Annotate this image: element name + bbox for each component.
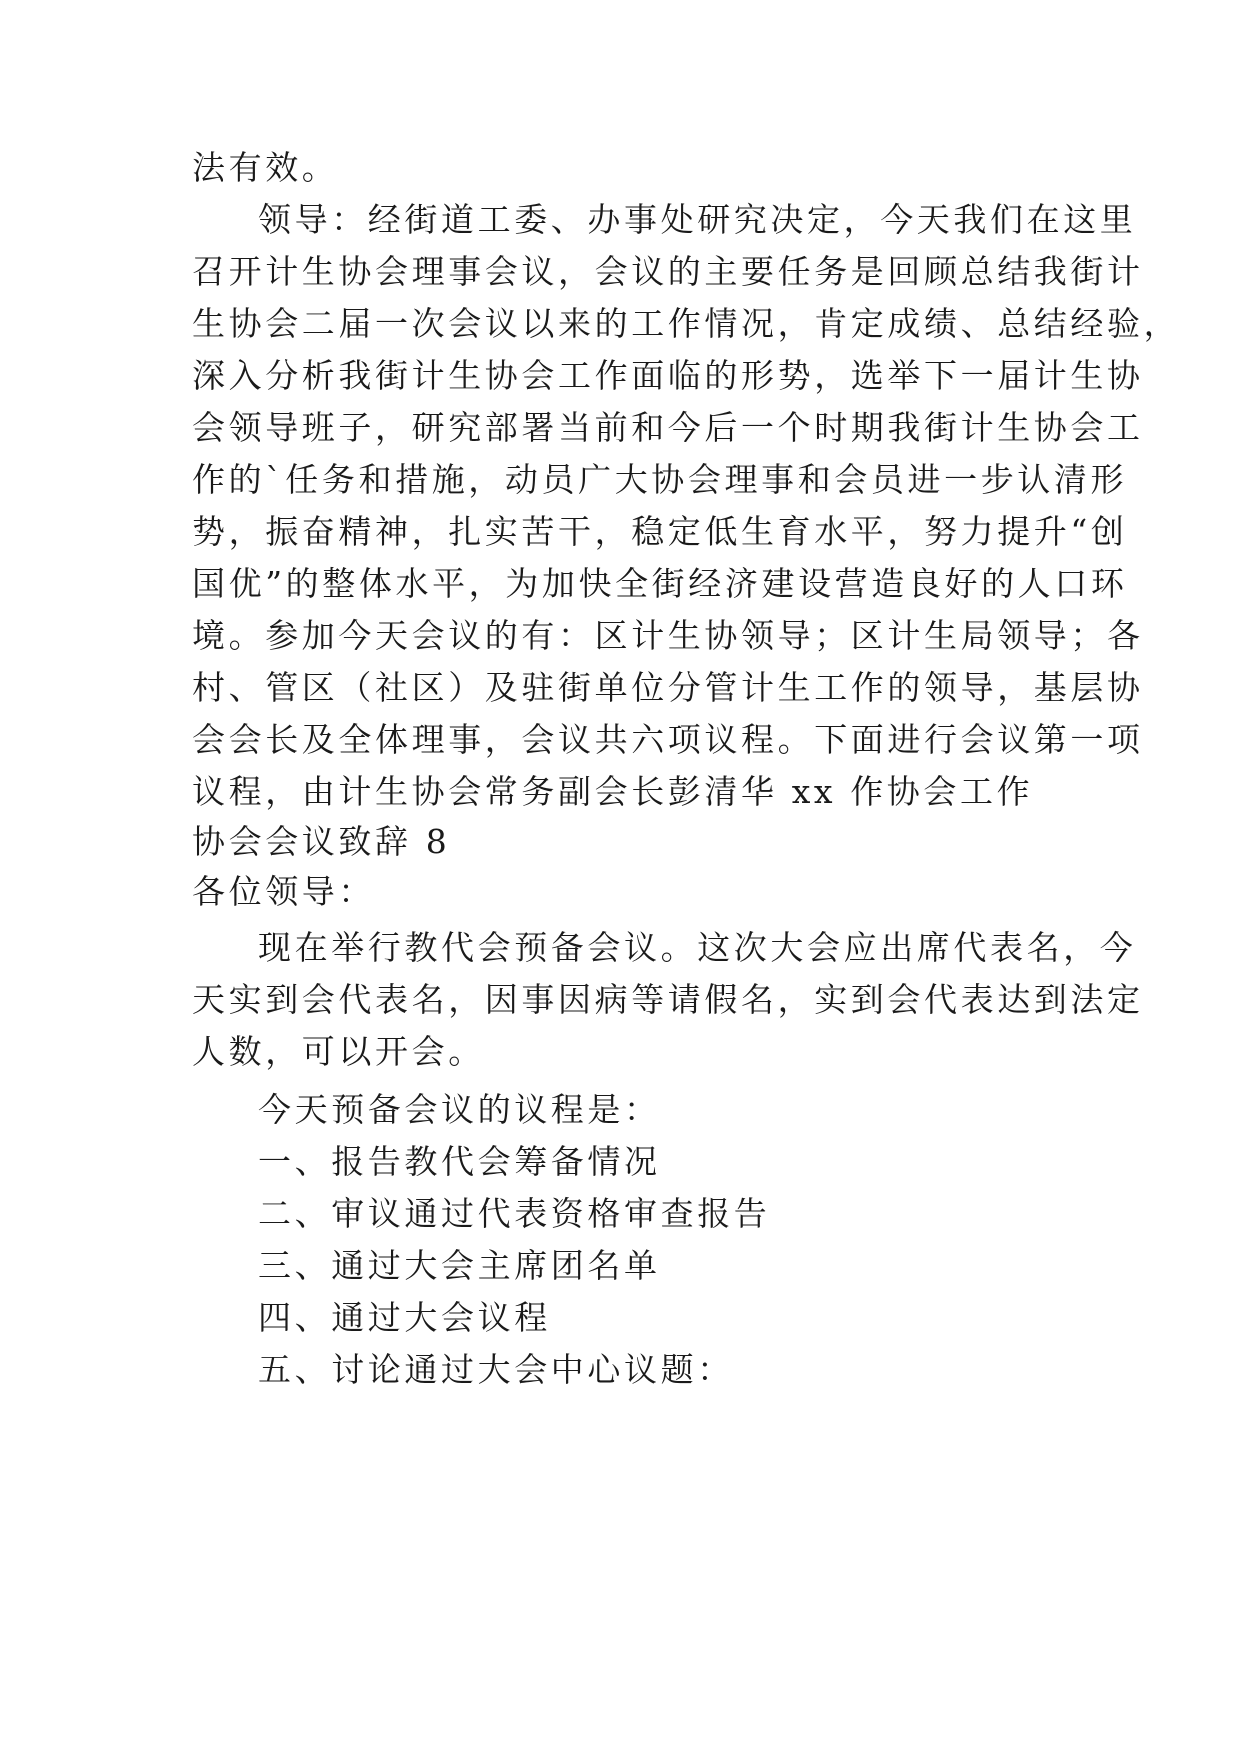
text-line: 境。参加今天会议的有：区计生协领导；区计生局领导；各 <box>192 616 1144 655</box>
text-line: 深入分析我街计生协会工作面临的形势，选举下一届计生协 <box>192 356 1144 395</box>
agenda-item: 一、报告教代会筹备情况 <box>258 1142 661 1181</box>
paragraph-start-line: 现在举行教代会预备会议。这次大会应出席代表名，今 <box>258 928 1137 967</box>
text-line: 会领导班子，研究部署当前和今后一个时期我街计生协会工 <box>192 408 1144 447</box>
paragraph-start-line: 领导：经街道工委、办事处研究决定，今天我们在这里 <box>258 200 1137 239</box>
text-line: 会会长及全体理事，会议共六项议程。下面进行会议第一项 <box>192 720 1144 759</box>
agenda-item: 五、讨论通过大会中心议题： <box>258 1350 734 1389</box>
text-line: 生协会二届一次会议以来的工作情况，肯定成绩、总结经验， <box>192 304 1181 343</box>
agenda-item: 四、通过大会议程 <box>258 1298 551 1337</box>
salutation: 各位领导： <box>192 872 375 911</box>
agenda-intro: 今天预备会议的议程是： <box>258 1090 661 1129</box>
text-line: 作的`任务和措施，动员广大协会理事和会员进一步认清形 <box>192 460 1128 499</box>
text-line: 村、管区（社区）及驻街单位分管计生工作的领导，基层协 <box>192 668 1144 707</box>
text-line: 议程，由计生协会常务副会长彭清华 xx 作协会工作 <box>192 772 1034 811</box>
text-line: 国优”的整体水平，为加快全街经济建设营造良好的人口环 <box>192 564 1128 603</box>
text-line: 势，振奋精神，扎实苦干，稳定低生育水平，努力提升“创 <box>192 512 1128 551</box>
text-line: 法有效。 <box>192 148 339 187</box>
agenda-item: 三、通过大会主席团名单 <box>258 1246 661 1285</box>
agenda-item: 二、审议通过代表资格审查报告 <box>258 1194 771 1233</box>
text-line: 天实到会代表名，因事因病等请假名，实到会代表达到法定 <box>192 980 1144 1019</box>
text-line: 召开计生协会理事会议，会议的主要任务是回顾总结我街计 <box>192 252 1144 291</box>
section-heading: 协会会议致辞 8 <box>192 822 451 861</box>
text-line: 人数，可以开会。 <box>192 1032 485 1071</box>
